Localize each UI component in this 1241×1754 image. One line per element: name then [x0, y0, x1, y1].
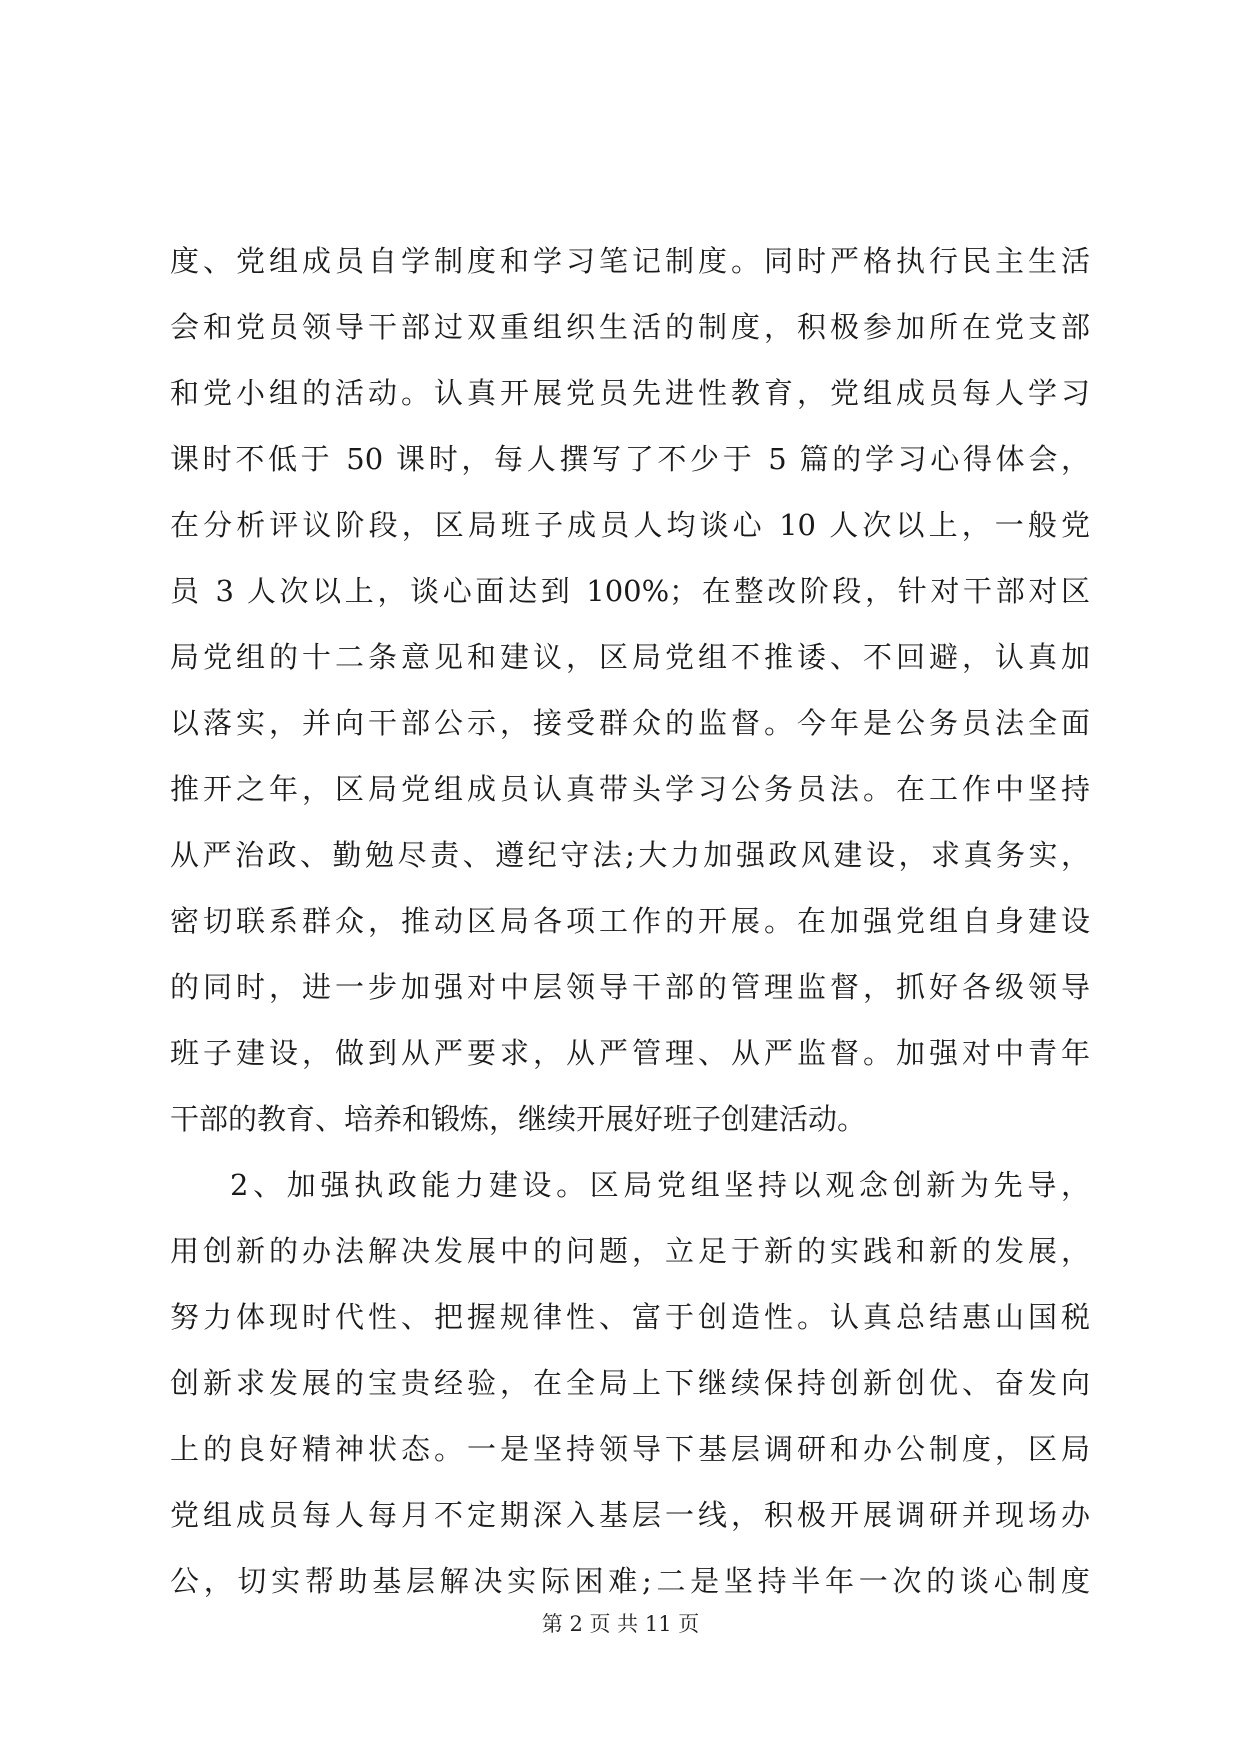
- text-line: 用创新的办法解决发展中的问题，立足于新的实践和新的发展，: [170, 1234, 1090, 1268]
- text-line: 在分析评议阶段，区局班子成员人均谈心 10 人次以上，一般党: [170, 508, 1090, 542]
- text-line: 从严治政、勤勉尽责、遵纪守法;大力加强政风建设，求真务实，: [170, 838, 1090, 872]
- text-line: 的同时，进一步加强对中层领导干部的管理监督，抓好各级领导: [170, 970, 1090, 1004]
- text-line: 度、党组成员自学制度和学习笔记制度。同时严格执行民主生活: [170, 244, 1090, 278]
- text-line: 会和党员领导干部过双重组织生活的制度，积极参加所在党支部: [170, 310, 1090, 344]
- body-text: [170, 228, 1090, 1614]
- text-line: 党组成员每人每月不定期深入基层一线，积极开展调研并现场办: [170, 1498, 1090, 1532]
- text-line: 以落实，并向干部公示，接受群众的监督。今年是公务员法全面: [170, 706, 1090, 740]
- text-line: 上的良好精神状态。一是坚持领导下基层调研和办公制度，区局: [170, 1432, 1090, 1466]
- text-line: 局党组的十二条意见和建议，区局党组不推诿、不回避，认真加: [170, 640, 1090, 674]
- text-line: 和党小组的活动。认真开展党员先进性教育，党组成员每人学习: [170, 376, 1090, 410]
- paragraph-end-line: 干部的教育、培养和锻炼，继续开展好班子创建活动。: [170, 1102, 867, 1136]
- page-number-footer: 第 2 页 共 11 页: [541, 1612, 700, 1636]
- text-line: 公，切实帮助基层解决实际困难;二是坚持半年一次的谈心制度: [170, 1564, 1090, 1598]
- text-line: 推开之年，区局党组成员认真带头学习公务员法。在工作中坚持: [170, 772, 1090, 806]
- text-line: 创新求发展的宝贵经验，在全局上下继续保持创新创优、奋发向: [170, 1366, 1090, 1400]
- text-line: 努力体现时代性、把握规律性、富于创造性。认真总结惠山国税: [170, 1300, 1090, 1334]
- paragraph-start-line: 2、加强执政能力建设。区局党组坚持以观念创新为先导，: [230, 1168, 1090, 1202]
- text-line: 密切联系群众，推动区局各项工作的开展。在加强党组自身建设: [170, 904, 1090, 938]
- text-line: 课时不低于 50 课时，每人撰写了不少于 5 篇的学习心得体会，: [170, 442, 1090, 476]
- text-line: 班子建设，做到从严要求，从严管理、从严监督。加强对中青年: [170, 1036, 1090, 1070]
- text-line: 员 3 人次以上，谈心面达到 100%；在整改阶段，针对干部对区: [170, 574, 1090, 608]
